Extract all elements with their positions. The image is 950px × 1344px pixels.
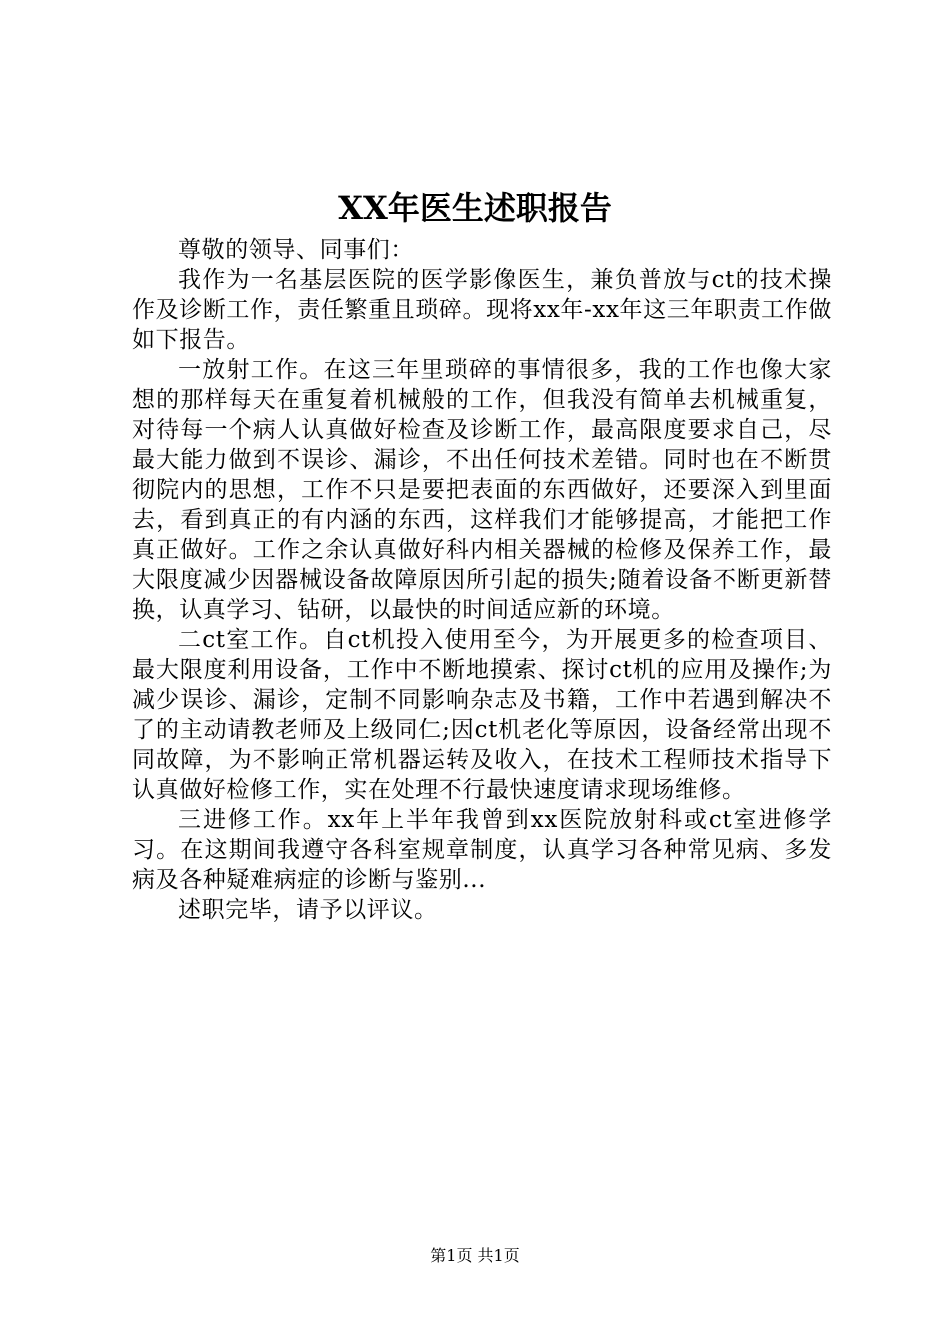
intro-paragraph: 我作为一名基层医院的医学影像医生，兼负普放与ct的技术操作及诊断工作，责任繁重且琐碎。现将xx年-xx年这三年职责工作做如下报告。 (132, 267, 832, 353)
document-body (132, 235, 832, 925)
training-paragraph: 三进修工作。xx年上半年我曾到xx医院放射科或ct室进修学习。在这期间我遵守各科室规章制度，认真学习各种常见病、多发病及各种疑难病症的诊断与鉴别... (132, 807, 832, 893)
document-title: XX年医生述职报告 (338, 189, 612, 227)
radiology-work-paragraph: 一放射工作。在这三年里琐碎的事情很多，我的工作也像大家想的那样每天在重复着机械般的工作，但我没有简单去机械重复，对待每一个病人认真做好检查及诊断工作，最高限度要求自己，尽最大能力做到不误诊、漏诊，不出任何技术差错。同时也在不断贯彻院内的思想，工作不只是要把表面的东西做好，还要深入到里面去，看到真正的有内涵的东西，这样我们才能够提高，才能把工作真正做好。工作之余认真做好科内相关器械的检修及保养工作，最大限度减少因器械设备故障原因所引起的损失;随着设备不断更新替换，认真学习、钻研，以最快的时间适应新的环境。 (132, 357, 832, 623)
ct-room-work-paragraph: 二ct室工作。自ct机投入使用至今，为开展更多的检查项目、最大限度利用设备，工作中不断地摸索、探讨ct机的应用及操作;为减少误诊、漏诊，定制不同影响杂志及书籍，工作中若遇到解决不了的主动请教老师及上级同仁;因ct机老化等原因，设备经常出现不同故障，为不影响正常机器运转及收入，在技术工程师技术指导下认真做好检修工作，实在处理不行最快速度请求现场维修。 (132, 627, 832, 803)
closing-paragraph: 述职完毕，请予以评议。 (178, 897, 438, 923)
page-footer: 第1页 共1页 (430, 1246, 520, 1265)
salutation-paragraph: 尊敬的领导、同事们： (178, 237, 414, 263)
